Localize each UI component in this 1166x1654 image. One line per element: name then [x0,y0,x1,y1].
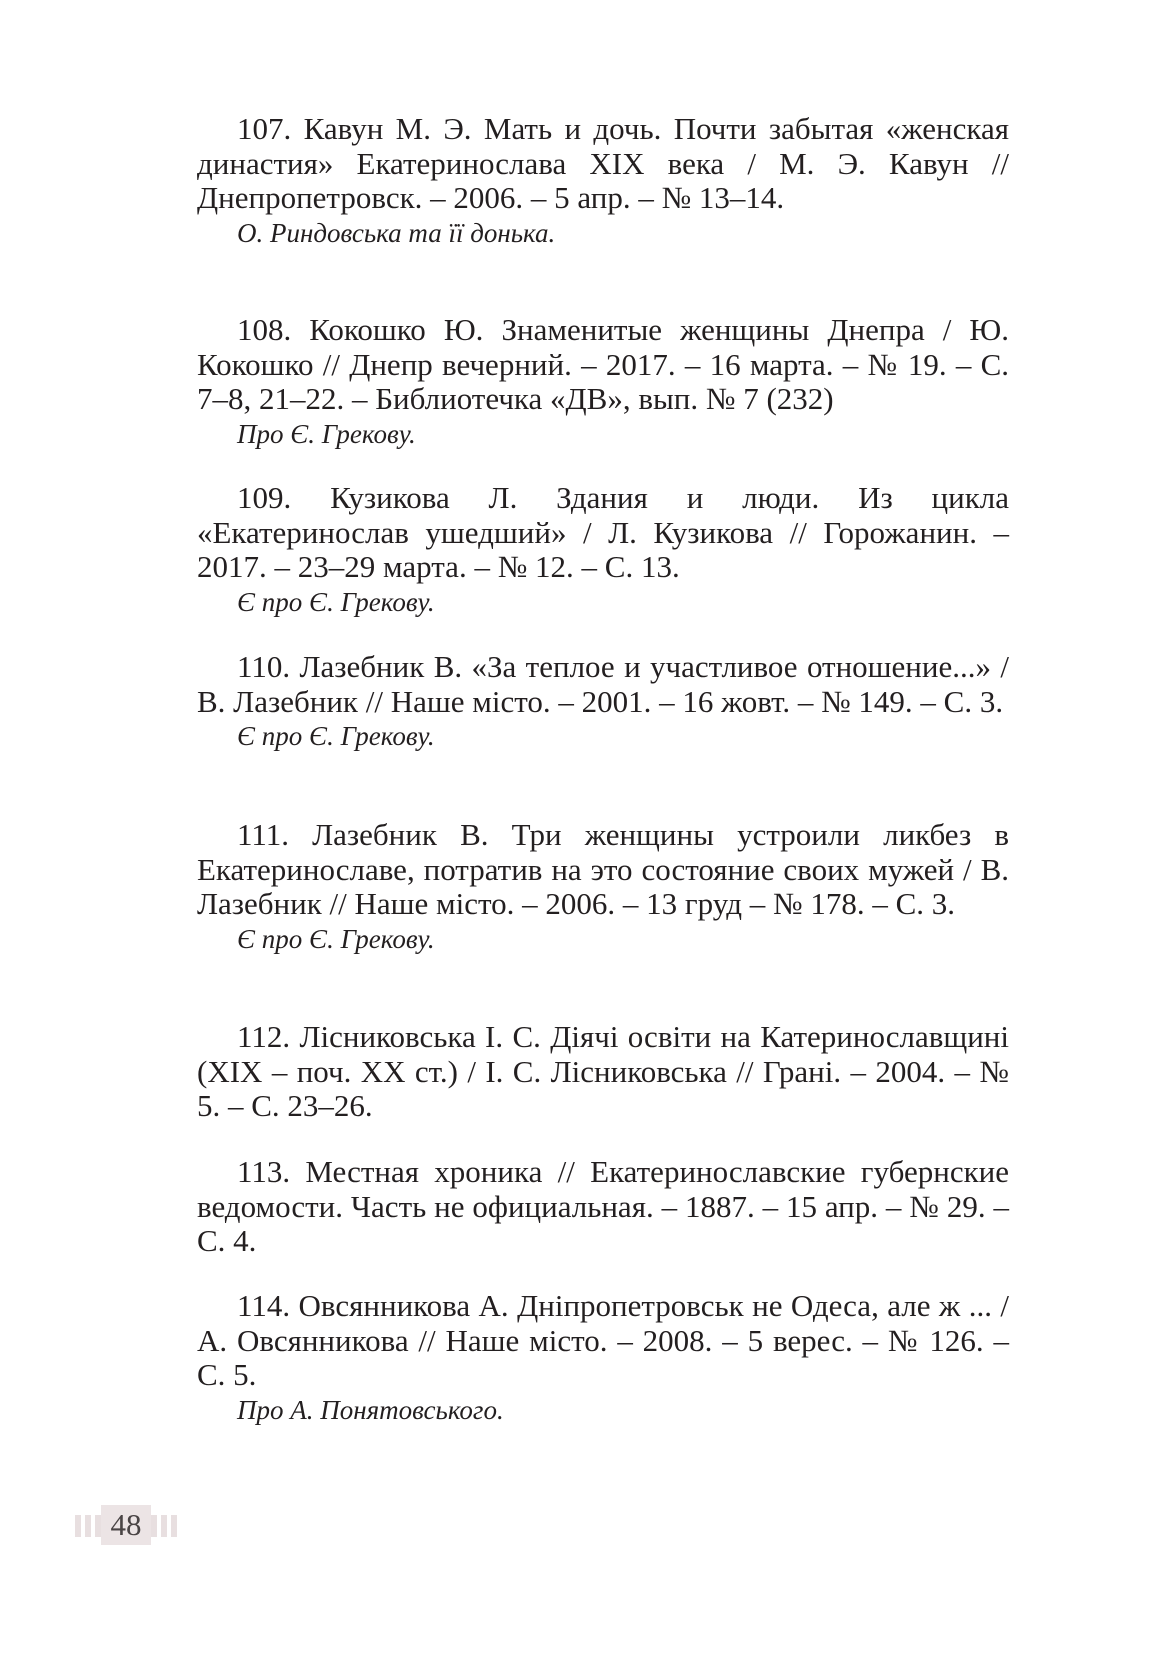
entry-text: Местная хроника // Екатеринославские губернские ведомости. Часть не официальная. – 1887. – 15 апр. – № 29. – С. 4. [197,1154,1009,1258]
entry-text: Кокошко Ю. Знаменитые женщины Днепра / Ю. Кокошко // Днепр вечерний. – 2017. – 16 марта. – № 19. – С. 7–8, 21–22. – Библиотечка «ДВ», вып. № 7 (232) [197,312,1010,416]
entry-reference [197,1289,1009,1393]
bibliography-entry-108 [197,313,1009,451]
entry-text: Лазебник В. «За теплое и участливое отношение...» / В. Лазебник // Наше місто. – 2001. – 16 жовт. – № 149. – С. 3. [197,649,1010,719]
entry-text: Лісниковська І. С. Діячі освіти на Катеринославщині (XIX – поч. XX ст.) / І. С. Лісниковська // Грані. – 2004. – № 5. – С. 23–26. [197,1019,1010,1123]
ornament-left [75,1515,101,1537]
entry-reference [197,818,1009,922]
bibliography-entry-107 [197,112,1009,250]
entry-reference [197,112,1009,216]
entry-number: 110. [237,649,291,684]
entry-reference [197,313,1009,417]
entry-text: Лазебник В. Три женщины устроили ликбез в Екатеринославе, потратив на это состояние своих мужей / В. Лазебник // Наше місто. – 2006. – 13 груд – № 178. – С. 3. [197,817,1009,921]
page-number: 48 [110,1507,142,1542]
entry-annotation: Про Є. Грекову. [237,418,416,449]
entry-reference [197,1020,1009,1124]
bibliography-entry-111 [197,818,1009,956]
entry-number: 112. [237,1019,291,1054]
entry-text: Кузикова Л. Здания и люди. Из цикла «Екатеринослав ушедший» / Л. Кузикова // Горожанин. – 2017. – 23–29 марта. – № 12. – С. 13. [197,480,1009,584]
entry-number: 111. [237,817,289,852]
entry-text: Овсянникова А. Дніпропетровськ не Одеса, але ж ... / А. Овсянникова // Наше місто. – 2008. – 5 верес. – № 126. – С. 5. [197,1288,1009,1392]
entry-annotation: Є про Є. Грекову. [237,721,435,751]
bibliography-entry-110 [197,650,1009,753]
entry-annotation: О. Риндовська та її донька. [237,217,556,248]
entry-reference [197,1155,1009,1259]
entry-annotation: Про А. Понятовського. [237,1394,504,1425]
bibliography-entry-109 [197,481,1009,619]
entry-text: Кавун М. Э. Мать и дочь. Почти забытая «женская династия» Екатеринослава XIX века / М. Э. Кавун // Днепропетровск. – 2006. – 5 апр. – № 13–14. [197,111,1010,215]
entry-number: 108. [237,312,292,347]
ornament-right [151,1515,177,1537]
bibliography-entry-112 [197,1020,1009,1124]
entry-annotation: Є про Є. Грекову. [237,923,435,954]
entry-number: 109. [237,480,292,515]
page-number-badge [75,1505,177,1545]
entry-reference [197,650,1009,719]
entry-annotation: Є про Є. Грекову. [237,586,435,617]
entry-reference [197,481,1009,585]
entry-number: 114. [237,1288,291,1323]
entry-number: 113. [237,1154,291,1189]
bibliography-entry-113 [197,1155,1009,1259]
entry-number: 107. [237,111,292,146]
bibliography-entry-114 [197,1289,1009,1427]
